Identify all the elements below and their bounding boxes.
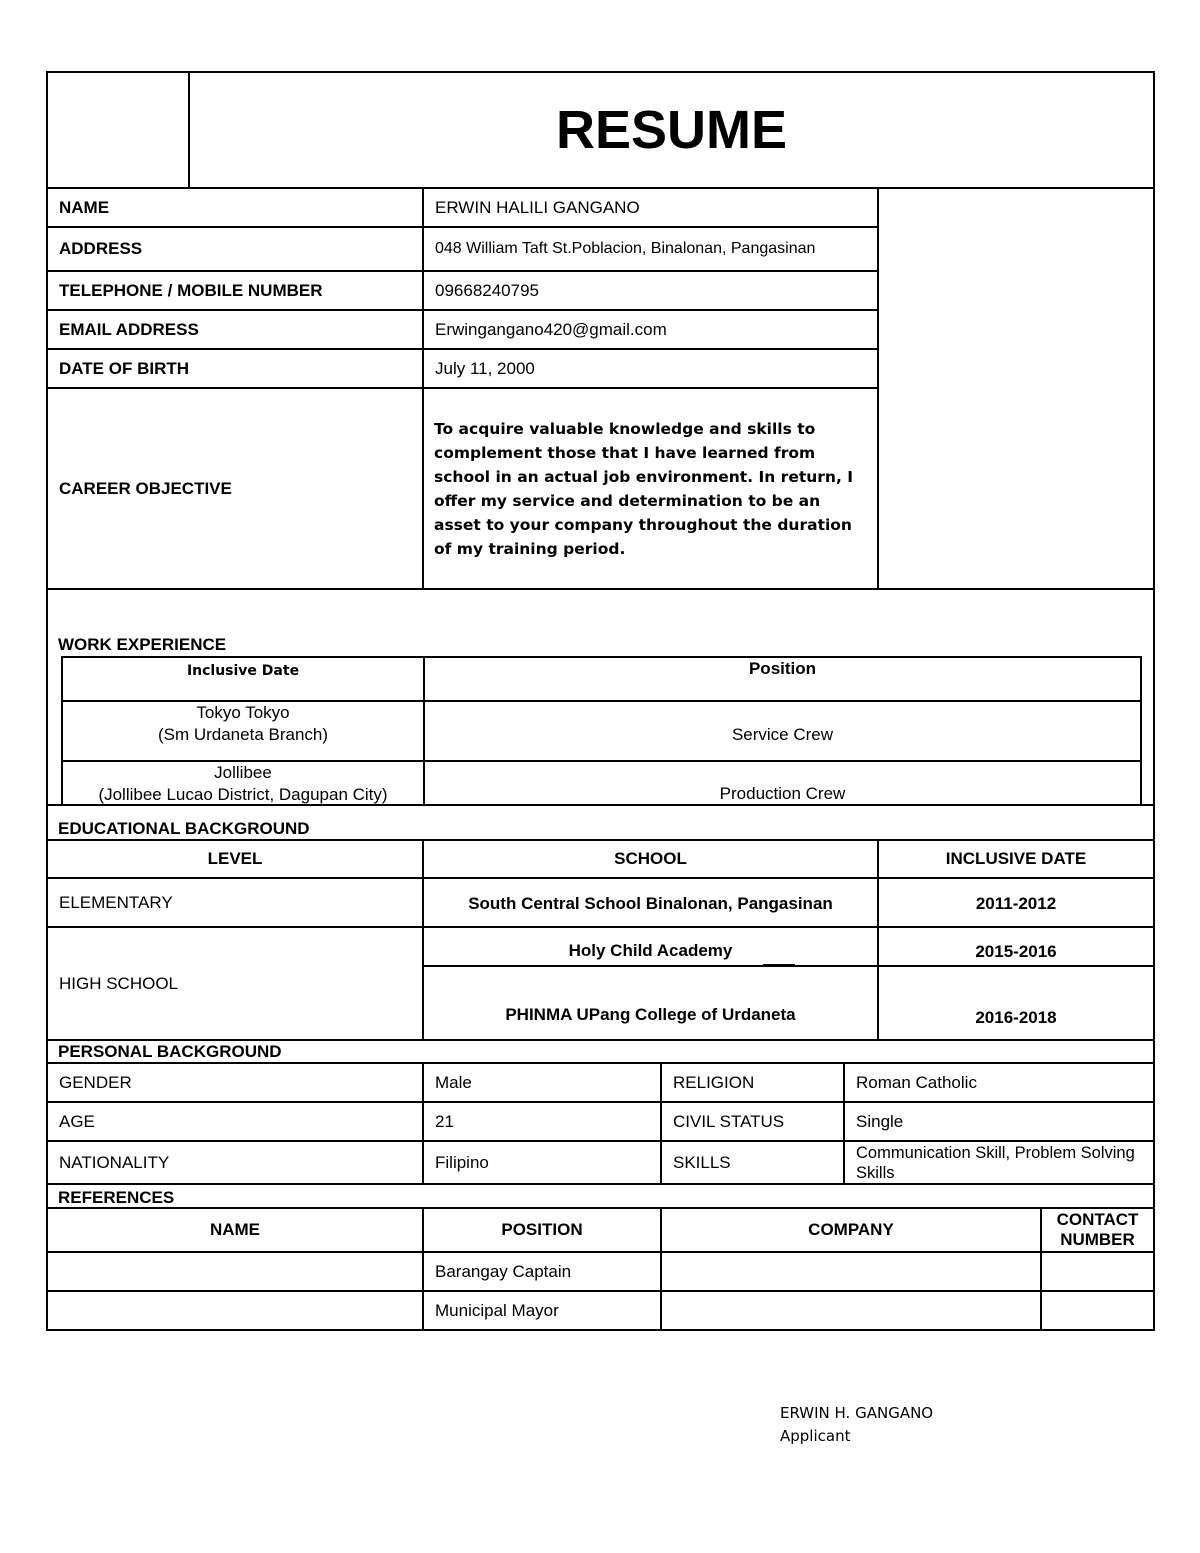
ref-row-1-name [48, 1253, 422, 1290]
work-row-2-date [63, 762, 423, 806]
ref-row-1-company [662, 1253, 1040, 1290]
edu-hs-school-2: PHINMA UPang College of Urdaneta [505, 1005, 796, 1024]
skills-label: SKILLS [673, 1152, 731, 1172]
ref-col-position: POSITION [501, 1220, 583, 1239]
email-label: EMAIL ADDRESS [59, 319, 199, 339]
work-row-1-place: Tokyo Tokyo [196, 703, 290, 722]
gender-label: GENDER [59, 1072, 132, 1092]
address-value: 048 William Taft St.Poblacion, Binalonan, Pangasinan [435, 240, 816, 257]
work-col-date: Inclusive Date [186, 663, 300, 679]
work-experience-heading: WORK EXPERIENCE [58, 635, 227, 654]
work-row-1-position: Service Crew [731, 725, 834, 744]
name-label: NAME [59, 197, 110, 217]
skills-value: Communication Skill, Problem Solving Skills [856, 1143, 1135, 1182]
education-heading: EDUCATIONAL BACKGROUND [58, 819, 310, 838]
age-value: 21 [435, 1111, 454, 1131]
personal-background-heading: PERSONAL BACKGROUND [58, 1042, 282, 1061]
edu-col-level: LEVEL [207, 849, 263, 868]
phone-value: 09668240795 [435, 280, 540, 300]
edu-elementary-date: 2011-2012 [975, 894, 1057, 913]
ref-col-name: NAME [209, 1220, 261, 1239]
edu-hs-date-2: 2016-2018 [975, 1008, 1057, 1027]
nationality-label: NATIONALITY [59, 1152, 170, 1172]
ref-row-1-contact [1042, 1253, 1153, 1290]
civil-status-value: Single [856, 1111, 904, 1131]
work-row-1-date [63, 702, 423, 746]
signature-name: ERWIN H. GANGANO [780, 1404, 934, 1422]
age-label: AGE [59, 1111, 95, 1131]
ref-row-2-name [48, 1292, 422, 1329]
ref-row-2-contact [1042, 1292, 1153, 1329]
gender-value: Male [435, 1072, 472, 1092]
email-value: Erwingangano420@gmail.com [435, 319, 667, 339]
references-heading: REFERENCES [58, 1188, 175, 1207]
objective-label: CAREER OBJECTIVE [59, 478, 232, 498]
signature-role: Applicant [780, 1427, 851, 1445]
phone-label: TELEPHONE / MOBILE NUMBER [59, 280, 323, 300]
dob-value: July 11, 2000 [435, 358, 535, 378]
religion-value: Roman Catholic [856, 1072, 977, 1092]
work-row-2-place: Jollibee [214, 763, 272, 782]
ref-row-1-position: Barangay Captain [435, 1261, 572, 1281]
ref-col-company: COMPANY [808, 1220, 894, 1239]
work-col-position: Position [748, 659, 817, 678]
resume-title: RESUME [555, 100, 788, 160]
edu-highschool-level: HIGH SCHOOL [59, 973, 179, 993]
name-value: ERWIN HALILI GANGANO [435, 197, 640, 217]
dob-label: DATE OF BIRTH [59, 358, 190, 378]
ref-row-2-company [662, 1292, 1040, 1329]
ref-col-contact: CONTACT NUMBER [1056, 1210, 1139, 1249]
work-row-2-position: Production Crew [719, 784, 846, 803]
religion-label: RELIGION [673, 1072, 755, 1092]
civil-status-label: CIVIL STATUS [673, 1111, 785, 1131]
objective-value: To acquire valuable knowledge and skills to complement those that I have learned from school in an actual job environment. In return, I offer my service and determination to be an asset to your company throughout the duration of my training period. [434, 420, 854, 558]
nationality-value: Filipino [435, 1152, 489, 1172]
ref-row-2-position: Municipal Mayor [435, 1300, 559, 1320]
edu-col-date: INCLUSIVE DATE [945, 849, 1087, 868]
work-row-1-branch: (Sm Urdaneta Branch) [157, 725, 329, 744]
edu-hs-date-1: 2015-2016 [975, 941, 1057, 961]
address-label: ADDRESS [59, 239, 143, 258]
work-row-2-branch: (Jollibee Lucao District, Dagupan City) [98, 785, 388, 804]
edu-hs-school-1: Holy Child Academy [568, 940, 733, 960]
edu-col-school: SCHOOL [614, 849, 687, 868]
edu-elementary-level: ELEMENTARY [59, 892, 173, 912]
edu-elementary-school: South Central School Binalonan, Pangasinan [468, 894, 833, 913]
